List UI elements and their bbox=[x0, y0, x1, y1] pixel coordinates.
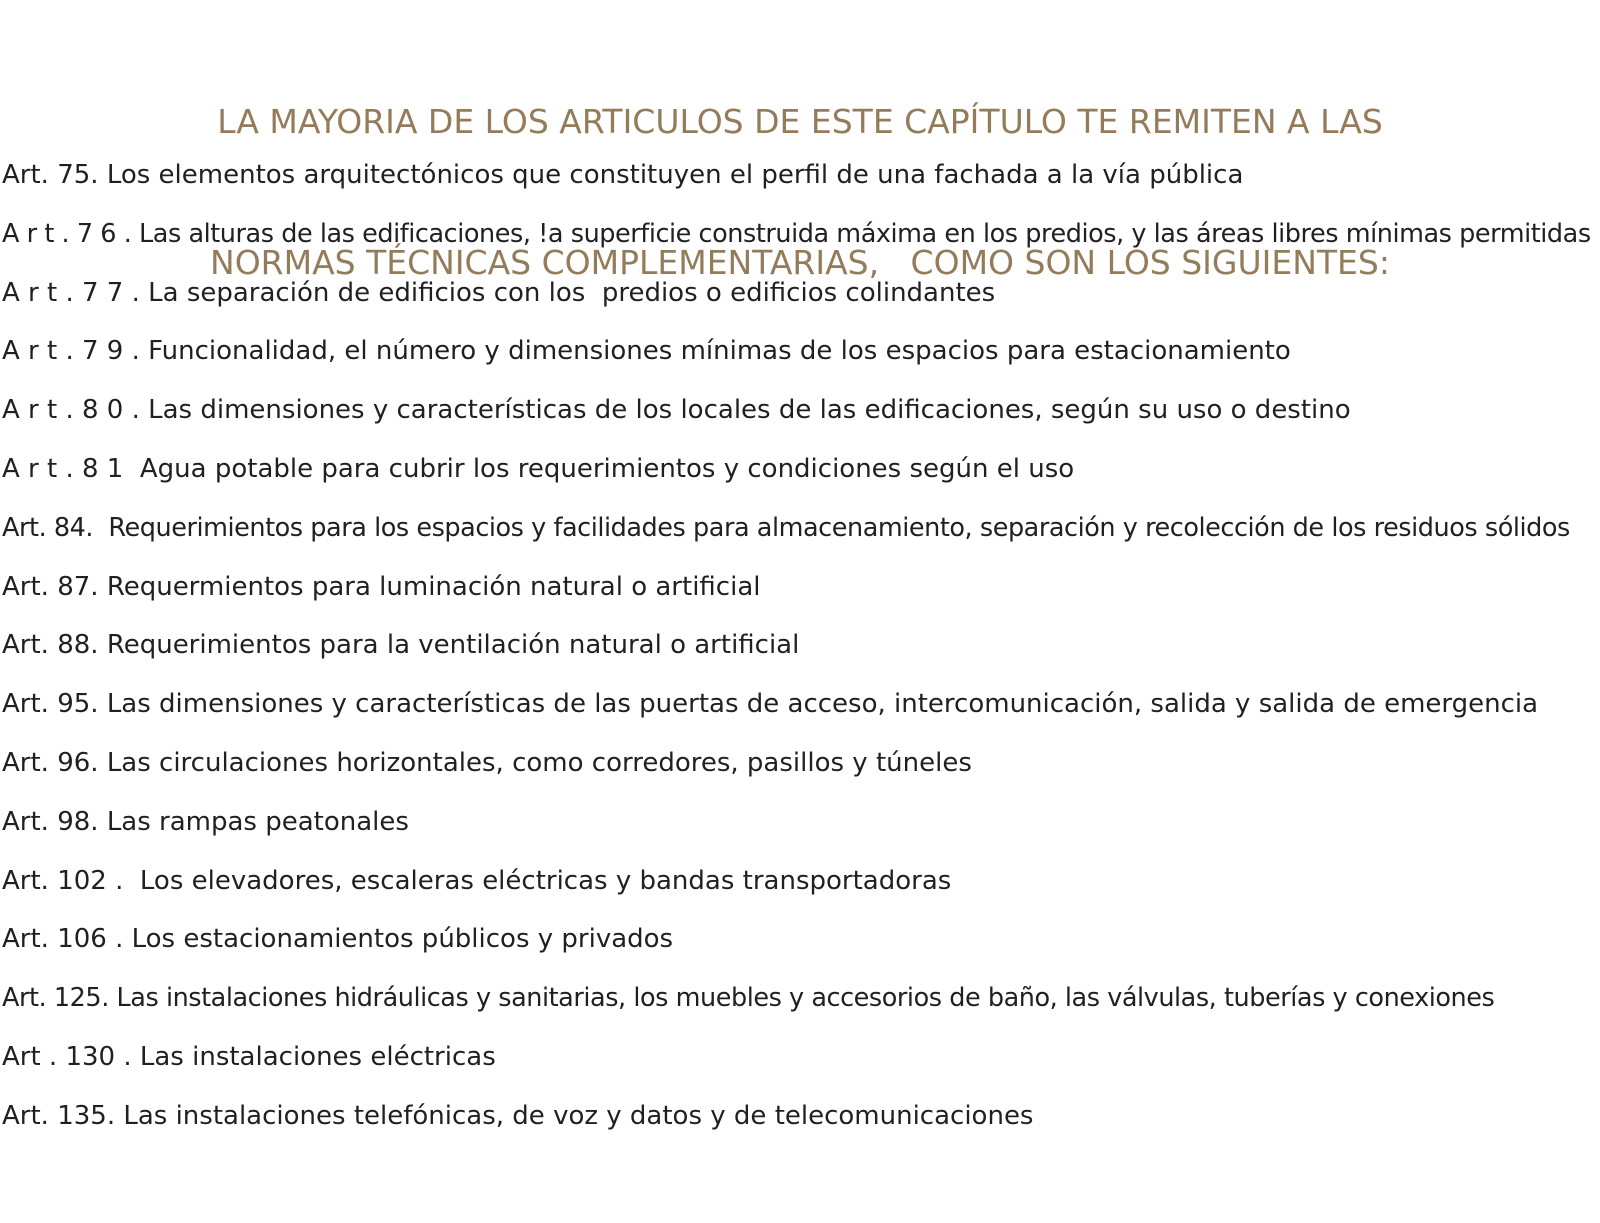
article-item-77: A r t . 7 7 . La separación de edificios con los predios o edificios colindantes bbox=[2, 277, 996, 308]
article-list bbox=[2, 151, 1598, 1151]
article-item-75: Art. 75. Los elementos arquitectónicos que constituyen el perfil de una fachada a la vía pública bbox=[2, 160, 1244, 190]
heading-line-2: NORMAS TÉCNICAS COMPLEMENTARIAS, COMO SON LOS SIGUIENTES: bbox=[210, 243, 1390, 282]
article-item-95: Art. 95. Las dimensiones y características de las puertas de acceso, intercomunicación, salida y salida de emergencia bbox=[2, 689, 1539, 720]
heading-line-1: LA MAYORIA DE LOS ARTICULOS DE ESTE CAPÍTULO TE REMITEN A LAS bbox=[217, 102, 1383, 141]
article-item-79: A r t . 7 9 . Funcionalidad, el número y dimensiones mínimas de los espacios para estacionamiento bbox=[2, 336, 1291, 367]
article-item-102: Art. 102 . Los elevadores, escaleras eléctricas y bandas transportadoras bbox=[2, 865, 952, 896]
article-item-76: A r t . 7 6 . Las alturas de las edificaciones, !a superficie construida máxima en los predios, y las áreas libres mínimas permitidas bbox=[2, 218, 1591, 249]
article-item-81: A r t . 8 1 Agua potable para cubrir los requerimientos y condiciones según el uso bbox=[2, 453, 1075, 484]
article-item-135: Art. 135. Las instalaciones telefónicas, de voz y datos y de telecomunicaciones bbox=[2, 1100, 1034, 1131]
article-item-130: Art . 130 . Las instalaciones eléctricas bbox=[2, 1041, 496, 1072]
article-item-84: Art. 84. Requerimientos para los espacios y facilidades para almacenamiento, separación y recolección de los residuos sólidos bbox=[2, 512, 1570, 543]
article-item-98: Art. 98. Las rampas peatonales bbox=[2, 806, 409, 837]
article-item-125: Art. 125. Las instalaciones hidráulicas y sanitarias, los muebles y accesorios de baño, las válvulas, tuberías y conexiones bbox=[2, 983, 1495, 1014]
article-item-88: Art. 88. Requerimientos para la ventilación natural o artificial bbox=[2, 630, 800, 661]
article-item-106: Art. 106 . Los estacionamientos públicos y privados bbox=[2, 924, 674, 955]
article-item-87: Art. 87. Requermientos para luminación natural o artificial bbox=[2, 571, 761, 602]
article-item-80: A r t . 8 0 . Las dimensiones y características de los locales de las edificaciones, según su uso o destino bbox=[2, 395, 1351, 426]
article-item-96: Art. 96. Las circulaciones horizontales, como corredores, pasillos y túneles bbox=[2, 747, 972, 778]
